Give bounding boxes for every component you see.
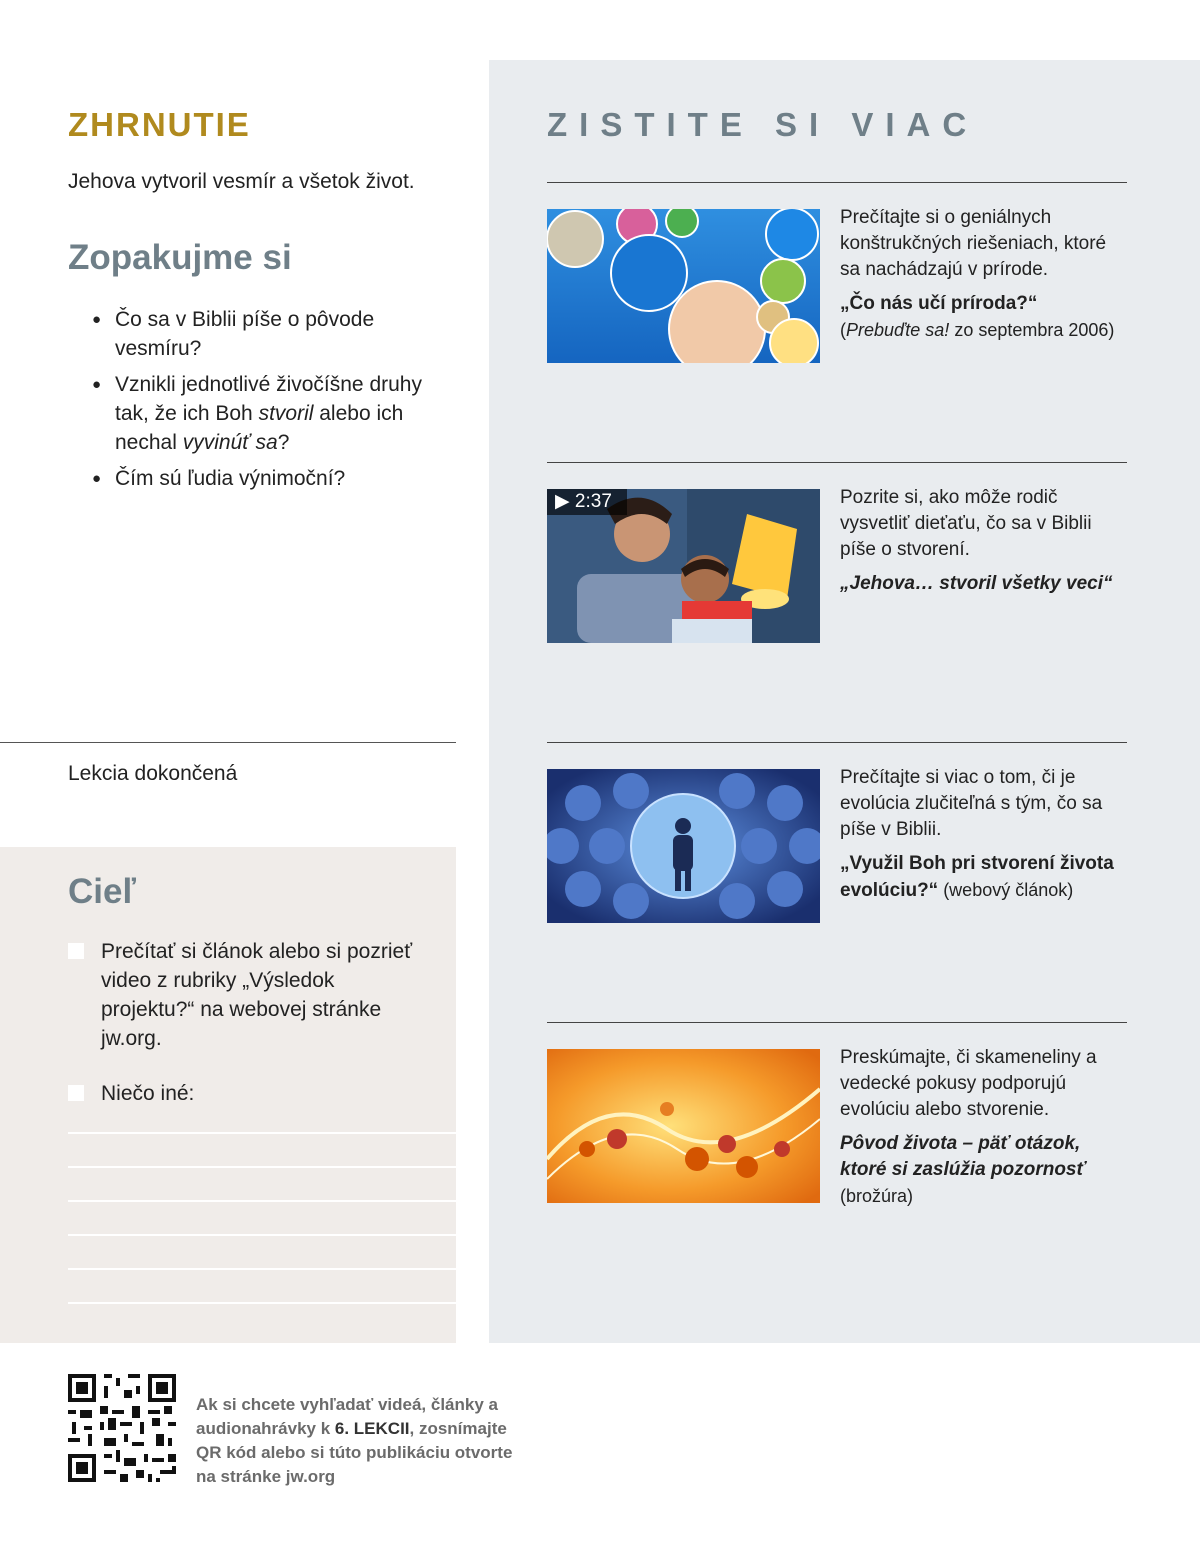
video-duration-badge: ▶ 2:37: [547, 489, 627, 515]
note-line[interactable]: [68, 1166, 456, 1168]
learn-more-heading: ZISTITE SI VIAC: [547, 106, 979, 143]
note-line[interactable]: [68, 1234, 456, 1236]
goal-heading: Cieľ: [68, 872, 136, 911]
qr-code[interactable]: [68, 1374, 176, 1482]
summary-heading: ZHRNUTIE: [68, 106, 251, 143]
goal-checkbox[interactable]: [68, 943, 84, 959]
review-heading: Zopakujme si: [68, 238, 292, 277]
note-line[interactable]: [68, 1302, 456, 1304]
origin-of-life-thumbnail[interactable]: [547, 1049, 820, 1203]
other-goal-checkbox[interactable]: [68, 1085, 84, 1101]
resource-item: Preskúmajte, či skameneliny a vedecké pokusy podporujú evolúciu alebo stvorenie. Pôvod života – päť otázok, ktoré si zaslúžia pozornosť (brožúra): [840, 1047, 1097, 1206]
note-line[interactable]: [68, 1200, 456, 1202]
evolution-thumbnail[interactable]: [547, 769, 820, 923]
note-line[interactable]: [68, 1132, 456, 1134]
review-question: ● Čo sa v Biblii píše o pôvode vesmíru?: [92, 305, 422, 363]
review-question: ● Vznikli jednotlivé živočíšne druhy tak, že ich Boh stvoril alebo ich nechal vyvinúť sa?: [92, 370, 422, 457]
resource-item: Prečítajte si viac o tom, či je evolúcia zlučiteľná s tým, čo sa píše v Biblii. „Využil Boh pri stvorení života evolúciu?“ (webový článok): [840, 767, 1114, 901]
resource-link[interactable]: Pôvod života – päť otázok, ktoré si zaslúžia pozornosť: [840, 1133, 1086, 1180]
resource-link[interactable]: „Jehova… stvoril všetky veci“: [840, 573, 1113, 594]
footer-note: Ak si chcete vyhľadať videá, články a audionahrávky k 6. LEKCII, zosnímajte QR kód alebo si túto publikáciu otvorte na stránke jw.org: [196, 1395, 513, 1486]
nature-design-thumbnail[interactable]: [547, 209, 820, 363]
resource-item: Prečítajte si o geniálnych konštrukčných riešeniach, ktoré sa nachádzajú v prírode. „Čo nás učí príroda?“ (Prebuďte sa! zo septembra 2006): [840, 207, 1115, 340]
divider: [0, 742, 456, 743]
review-question: ● Čím sú ľudia výnimoční?: [92, 464, 422, 493]
note-line[interactable]: [68, 1268, 456, 1270]
lesson-completed-label: Lekcia dokončená: [68, 762, 238, 785]
review-question-list: [92, 305, 422, 500]
resource-link[interactable]: „Využil Boh pri stvorení života evolúciu?“: [840, 853, 1114, 901]
play-icon: ▶: [555, 491, 570, 512]
divider: [547, 462, 1127, 463]
divider: [547, 182, 1127, 183]
divider: [547, 742, 1127, 743]
goal-item-text: Prečítať si článok alebo si pozrieť video z rubriky „Výsledok projektu?“ na webovej stránke jw.org.: [101, 940, 413, 1050]
other-goal-label: Niečo iné:: [101, 1082, 195, 1105]
resource-item: Pozrite si, ako môže rodič vysvetliť dieťaťu, čo sa v Biblii píše o stvorení. „Jehova… stvoril všetky veci“: [840, 487, 1113, 594]
video-thumbnail[interactable]: [547, 489, 820, 643]
divider: [547, 1022, 1127, 1023]
summary-text: Jehova vytvoril vesmír a všetok život.: [68, 170, 415, 193]
resource-link[interactable]: „Čo nás učí príroda?“: [840, 293, 1038, 314]
